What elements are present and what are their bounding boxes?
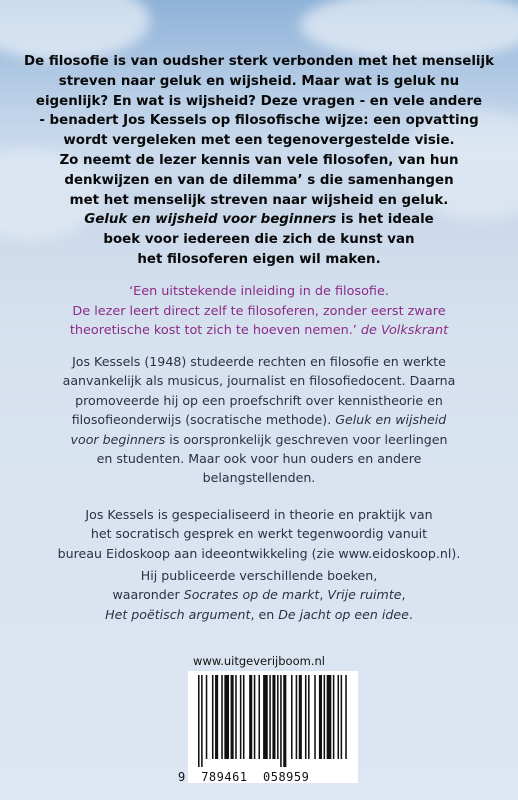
- publisher-website: www.uitgeverijboom.nl: [193, 654, 325, 668]
- barcode-bar: [206, 675, 208, 759]
- quote-text: theoretische kost tot zich te hoeven nemen.’: [69, 323, 357, 339]
- author-bio: [0, 352, 518, 488]
- press-quote: [0, 282, 518, 341]
- bio-line: aanvankelijk als musicus, journalist en filosofiedocent. Daarna: [62, 373, 456, 389]
- barcode-bar: [291, 675, 293, 759]
- barcode-bar: [269, 675, 271, 759]
- bio-text: .: [408, 606, 413, 622]
- barcode-bar: [240, 675, 242, 759]
- barcode-bar: [254, 675, 256, 759]
- intro-line: streven naar geluk en wijsheid. Maar wat is geluk nu: [58, 73, 460, 89]
- barcode-bar: [263, 675, 268, 759]
- isbn-first-digit: 9: [178, 770, 186, 784]
- bio-line: Jos Kessels (1948) studeerde rechten en filosofie en werkte: [72, 354, 446, 369]
- bio-text: is oorspronkelijk geschreven voor leerlingen: [165, 431, 448, 447]
- intro-text: is het ideale: [336, 212, 434, 228]
- bio-line: [0, 430, 518, 449]
- intro-line: De filosofie is van oudsher sterk verbonden met het menselijk: [23, 54, 495, 69]
- isbn-group-1: 789461: [201, 770, 248, 784]
- barcode-bar: [327, 675, 332, 759]
- barcode-bar: [231, 675, 234, 759]
- barcode-bar: [235, 675, 237, 759]
- barcode-bar: [221, 675, 223, 759]
- cloud-decoration: [0, 0, 150, 60]
- barcode-bar: [224, 675, 229, 759]
- barcode-bar: [345, 675, 347, 759]
- bio-line: bureau Eidoskoop aan ideeontwikkeling (zie www.eidoskoop.nl).: [57, 545, 461, 561]
- author-publications: [0, 566, 518, 624]
- bio-text: ,: [401, 587, 406, 603]
- barcode-bar: [341, 675, 343, 759]
- book-title: Het poëtisch argument: [105, 606, 251, 622]
- book-title: De jacht op een idee: [278, 606, 409, 622]
- bio-line: en studenten. Maar ook voor hun ouders en andere: [96, 451, 422, 467]
- bio-line: het socratisch gesprek en werkt tegenwoordig vanuit: [90, 526, 428, 542]
- intro-line: boek voor iedereen die zich de kunst van: [103, 232, 415, 248]
- isbn-number: [178, 770, 309, 784]
- bio-line: [0, 410, 518, 429]
- barcode-bar: [308, 675, 310, 759]
- barcode-bar: [272, 675, 275, 759]
- bio-line: promoveerde hij op een proefschrift over kennistheorie en: [75, 392, 443, 408]
- intro-line: - benadert Jos Kessels op filosofische wijze: een opvatting: [39, 113, 479, 129]
- quote-line: ‘Een uitstekende inleiding in de filosofie.: [129, 284, 389, 299]
- intro-line: denkwijzen en van de dilemma’ s die samenhangen: [64, 172, 454, 188]
- barcode-bar: [280, 675, 282, 767]
- barcode-bar: [258, 675, 260, 759]
- quote-line: De lezer leert direct zelf te filosoferen, zonder eerst zware: [72, 303, 446, 319]
- bio-text: , en: [250, 606, 279, 622]
- bio-text: waaronder: [112, 587, 184, 603]
- barcode-bar: [277, 675, 279, 759]
- cloud-decoration: [300, 0, 518, 60]
- barcode-bar: [314, 675, 316, 759]
- barcode: [188, 671, 358, 783]
- intro-paragraph: [0, 52, 518, 270]
- author-specialization: [0, 505, 518, 563]
- bio-text: filosofieonderwijs (socratische methode).: [71, 412, 336, 428]
- quote-line: [0, 321, 518, 341]
- barcode-bar: [249, 675, 252, 759]
- barcode-bar: [212, 675, 214, 759]
- barcode-bar: [324, 675, 326, 759]
- book-title: Geluk en wijsheid voor beginners: [84, 212, 337, 228]
- intro-line: eigenlijk? En wat is wijsheid? Deze vragen - en vele andere: [35, 93, 483, 109]
- barcode-bar: [305, 675, 307, 759]
- bio-line: Hij publiceerde verschillende boeken,: [140, 568, 378, 583]
- barcode-bar: [243, 675, 245, 759]
- barcode-bars: [198, 675, 348, 767]
- isbn-group-2: 058959: [263, 770, 310, 784]
- intro-line: het filosoferen eigen wil maken.: [137, 251, 381, 267]
- bio-line: belangstellenden.: [202, 470, 316, 486]
- intro-line: met het menselijk streven naar wijsheid en geluk.: [69, 192, 449, 208]
- barcode-bar: [215, 675, 218, 759]
- book-title: Geluk en wijsheid: [335, 412, 447, 428]
- barcode-bar: [333, 675, 335, 759]
- bio-line: [0, 605, 518, 624]
- barcode-bar: [338, 675, 340, 759]
- bio-line: Jos Kessels is gespecialiseerd in theorie en praktijk van: [85, 507, 433, 522]
- intro-line: Zo neemt de lezer kennis van vele filosofen, van hun: [59, 152, 459, 168]
- quote-source: de Volkskrant: [356, 323, 449, 339]
- intro-line: wordt vergeleken met een tegenovergestelde visie.: [63, 133, 455, 149]
- barcode-bar: [299, 675, 302, 759]
- barcode-bar: [296, 675, 298, 759]
- intro-line: [0, 210, 518, 230]
- bio-line: [0, 585, 518, 604]
- barcode-bar: [198, 675, 200, 767]
- barcode-bar: [283, 675, 286, 767]
- book-title: Socrates op de markt: [183, 587, 320, 603]
- barcode-bar: [319, 675, 322, 759]
- bio-text: ,: [319, 587, 328, 603]
- barcode-bar: [201, 675, 203, 767]
- book-title: voor beginners: [70, 431, 166, 447]
- book-title: Vrije ruimte: [327, 587, 402, 603]
